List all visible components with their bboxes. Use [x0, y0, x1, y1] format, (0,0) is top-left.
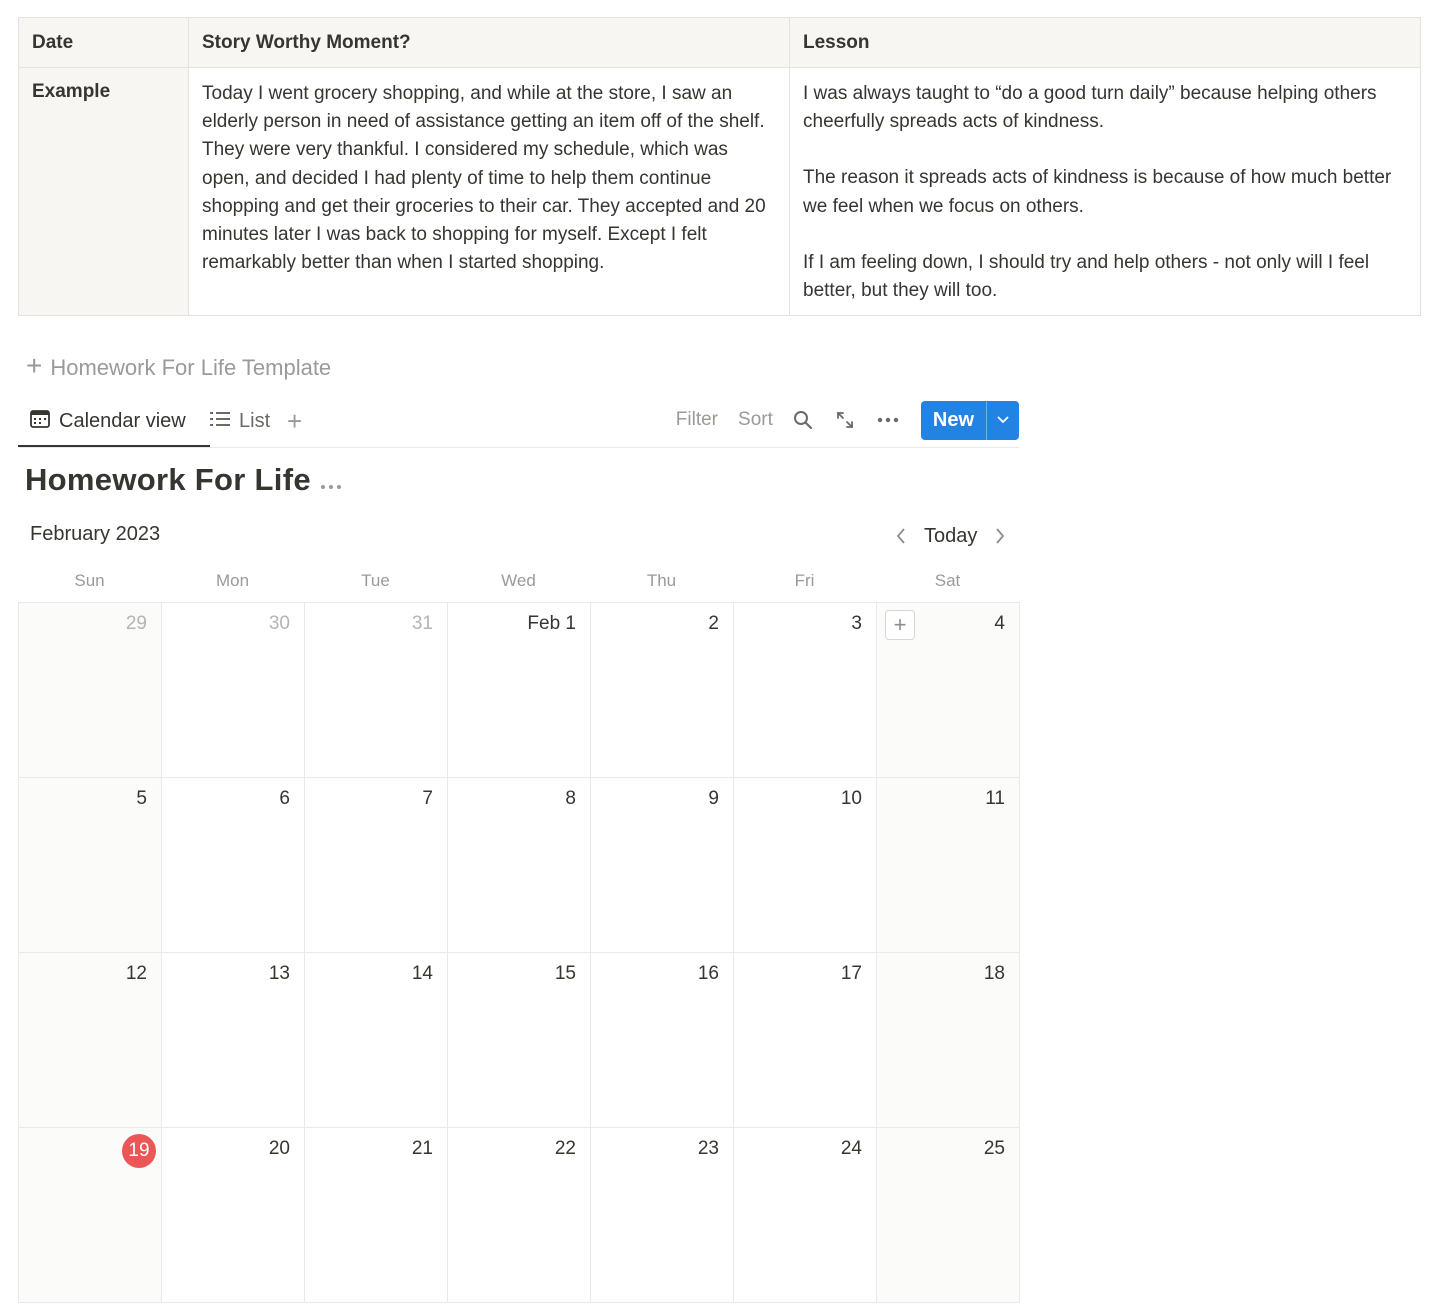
calendar-day-cell[interactable] [305, 1128, 448, 1303]
table-cell-lesson[interactable] [790, 68, 1421, 316]
calendar-day-cell[interactable] [591, 953, 734, 1128]
calendar-day-cell[interactable] [448, 778, 591, 953]
calendar-day-cell[interactable] [734, 953, 877, 1128]
calendar-day-cell[interactable] [734, 603, 877, 778]
calendar-day-cell[interactable] [591, 1128, 734, 1303]
calendar-day-cell[interactable] [19, 603, 162, 778]
day-number: 18 [983, 963, 1005, 984]
calendar-day-cell[interactable] [305, 603, 448, 778]
calendar-day-cell[interactable] [162, 1128, 305, 1303]
calendar-day-cell[interactable] [19, 953, 162, 1128]
day-number: Feb 1 [527, 613, 576, 634]
chevron-down-icon[interactable] [986, 401, 1019, 440]
weekday-label: Tue [361, 571, 390, 590]
calendar-day-cell[interactable] [305, 778, 448, 953]
day-number: 24 [840, 1138, 862, 1159]
database-title[interactable]: Homework For Life [25, 462, 311, 497]
tab-calendar-view[interactable] [18, 398, 210, 447]
weekday-label: Wed [501, 571, 536, 590]
calendar-day-cell[interactable] [877, 778, 1020, 953]
tab-label: Calendar view [59, 410, 186, 432]
example-table [18, 17, 1421, 316]
toolbar [676, 400, 1019, 440]
day-number: 22 [554, 1138, 576, 1159]
sort-button[interactable]: Sort [738, 409, 773, 430]
paragraph-spacer [803, 221, 1407, 249]
row-label: Example [32, 81, 111, 102]
calendar-day-cell[interactable] [734, 1128, 877, 1303]
calendar-day-cell[interactable] [877, 603, 1020, 778]
day-number: 14 [411, 963, 433, 984]
day-number: 12 [125, 963, 147, 984]
calendar-day-cell[interactable] [162, 603, 305, 778]
day-number: 15 [554, 963, 576, 984]
lesson-paragraph-3: If I am feeling down, I should try and help others - not only will I feel better, but they will too. [803, 251, 1370, 302]
calendar-day-cell[interactable] [162, 953, 305, 1128]
paragraph-spacer [803, 136, 1407, 164]
today-button[interactable]: Today [924, 524, 978, 547]
day-number: 4 [994, 613, 1005, 634]
day-number: 21 [411, 1138, 433, 1159]
add-view-plus-icon[interactable]: + [287, 406, 303, 436]
table-row [19, 68, 1421, 316]
calendar-day-cell[interactable] [734, 778, 877, 953]
add-template-button[interactable] [26, 352, 331, 384]
plus-icon: + [26, 350, 43, 381]
add-page-plus-icon[interactable]: + [885, 610, 915, 640]
day-number: 5 [136, 788, 147, 809]
day-number: 20 [268, 1138, 290, 1159]
column-header-story[interactable]: Story Worthy Moment? [189, 18, 790, 68]
day-number: 30 [268, 613, 290, 634]
day-number: 8 [565, 788, 576, 809]
tab-list[interactable] [210, 398, 270, 445]
view-bar [18, 398, 1019, 448]
column-header-lesson[interactable]: Lesson [790, 18, 1421, 68]
list-icon [210, 410, 230, 433]
weekday-label: Sat [934, 571, 961, 590]
table-cell-story[interactable] [189, 68, 790, 316]
calendar-day-cell[interactable] [19, 1128, 162, 1303]
more-icon[interactable] [320, 470, 342, 496]
calendar-navigation [888, 520, 1013, 552]
calendar-day-cell[interactable] [448, 953, 591, 1128]
day-number: 7 [422, 788, 433, 809]
day-number: 13 [268, 963, 290, 984]
calendar-grid [18, 602, 1020, 1303]
day-number: 9 [708, 788, 719, 809]
story-text: Today I went grocery shopping, and while at the store, I saw an elderly person in need of assistance getting an item off of the shelf. They were very thankful. I considered my schedule, which was open, and decided I had plenty of time to help them continue shopping and get their groceries to their car. They accepted and 20 minutes later I was back to shopping for myself. Except I felt remarkably better than when I started shopping. [202, 83, 766, 274]
search-icon[interactable] [793, 410, 813, 430]
today-date-badge: 19 [122, 1134, 156, 1168]
day-number: 6 [279, 788, 290, 809]
calendar-day-cell[interactable] [162, 778, 305, 953]
calendar-day-cell[interactable] [448, 603, 591, 778]
weekday-label: Sun [74, 571, 105, 590]
day-number: 29 [125, 613, 147, 634]
calendar-icon [30, 410, 50, 434]
new-button[interactable]: New [932, 408, 974, 431]
weekday-label: Mon [215, 571, 250, 590]
column-header-date[interactable]: Date [19, 18, 189, 68]
calendar-day-cell[interactable] [591, 778, 734, 953]
day-number: 2 [708, 613, 719, 634]
tab-label: List [239, 410, 271, 432]
day-number: 23 [697, 1138, 719, 1159]
lesson-paragraph-2: The reason it spreads acts of kindness is because of how much better we feel when we focus on others. [803, 167, 1392, 217]
filter-button[interactable]: Filter [675, 409, 719, 430]
day-number: 11 [985, 788, 1005, 809]
chevron-left-icon[interactable] [888, 528, 914, 544]
expand-icon[interactable] [835, 410, 855, 430]
day-number: 10 [840, 788, 862, 809]
chevron-right-icon[interactable] [987, 528, 1013, 544]
day-number: 16 [697, 963, 719, 984]
day-number: 17 [840, 963, 862, 984]
weekday-label: Thu [646, 571, 677, 590]
calendar-day-cell[interactable] [305, 953, 448, 1128]
calendar-day-cell[interactable] [19, 778, 162, 953]
day-number: 3 [851, 613, 862, 634]
calendar-day-cell[interactable] [448, 1128, 591, 1303]
new-button-group [921, 401, 1019, 440]
month-label: February 2023 [30, 523, 161, 545]
day-number: 31 [411, 613, 433, 634]
day-number: 25 [983, 1138, 1005, 1159]
calendar-day-cell[interactable] [877, 1128, 1020, 1303]
calendar-day-cell[interactable] [591, 603, 734, 778]
lesson-paragraph-1: I was always taught to “do a good turn daily” because helping others cheerfully spreads acts of kindness. [803, 83, 1377, 133]
weekday-header [18, 571, 1019, 591]
calendar-day-cell[interactable] [877, 953, 1020, 1128]
add-template-label: Homework For Life Template [50, 355, 332, 380]
table-header-row [19, 18, 1421, 68]
weekday-label: Fri [794, 571, 815, 590]
more-icon[interactable] [877, 417, 899, 423]
table-cell-date[interactable] [19, 68, 189, 316]
